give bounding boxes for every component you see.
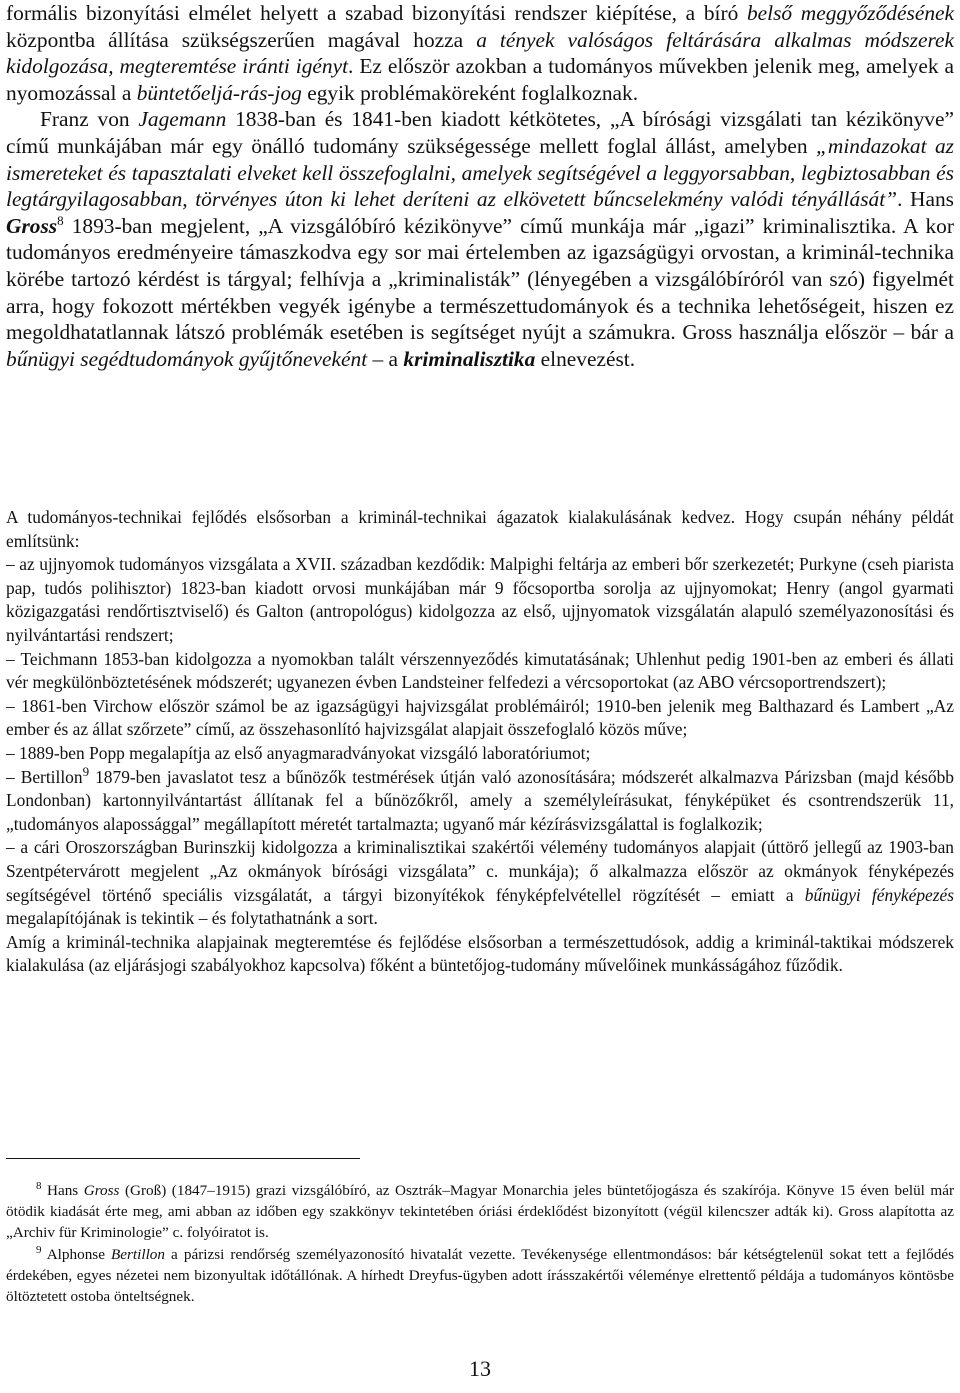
text-run: – a cári Oroszországban Burinszkij kidolgozza a kriminalisztikai szakértői vélemény tudományos alapjait (úttörő jellegű az 1903-ban Szentpétervárott megjelent „Az okmányok bírósági vizsgálata” c. munkája); ő alkalmazza először az okmányok fényképezés segítségével történő speciális vizsgálatát, a tárgyi bizonyítékok fényképfelvétellel rögzítését – emiatt a [6, 837, 954, 905]
footnote-reference: 8 [57, 212, 64, 228]
italic-text: büntetőeljá-rás-jog [136, 80, 302, 105]
bold-italic-text: Gross [6, 213, 58, 238]
text-run: . Hans [897, 187, 954, 212]
footnote-8 [6, 1180, 954, 1244]
list-item [6, 742, 954, 766]
text-run: 1879-ben javaslatot tesz a bűnözők testmérések útján való azonosítására; módszerét alkalmazva Párizsban (majd később Londonban) kartonnyilvántartást állítanak fel a bűnözőkről, amely a személyleírásukat, fényképüket és csontrendszerük 11, „tudományos alapossággal” megállapított méretét tartalmazta; ugyanő már kézírásvizsgálattal is foglalkozik; [6, 766, 954, 834]
paragraph-intro [6, 0, 954, 372]
text-run: Hans [41, 1182, 84, 1199]
list-item [6, 763, 954, 837]
text-run: 1838-ban és 1841-ben kiadott kétkötetes, „A bírósági vizsgálati tan kézikönyve” című munkájában már egy önálló tudomány szükségessége mellett foglal állást, amelyben [6, 107, 954, 158]
footnote-number: 9 [36, 1243, 42, 1256]
italic-text: Bertillon [111, 1245, 165, 1263]
text-run: központba állítása szükségszerűen magával hozza [6, 27, 477, 52]
text-run: a párizsi rendőrség személyazonosító hivatalát vezette. Tevékenysége ellentmondásos: bár kétségtelenül sokat tett a fejlődés érdekében, egyes nézetei nem bizonyultak időtállónak. A hírhedt Dreyfus-ügyben adott írásszakértői véleménye elrettentő példája a tudományos köntösbe öltöztetett ostoba önteltségnek. [6, 1245, 954, 1306]
text-run: 1893-ban megjelent, „A vizsgálóbíró kézikönyve” című munkája már „igazi” kriminalisztika. A kor tudományos eredményeire támaszkodva egy sor mai értelemben az igazságügyi orvostan, a kriminál-technika körébe tartozó kérdést is tárgyal; felhívja a „kriminalisták” (lényegében a vizsgálóbíróról van szó) figyelmét arra, hogy fokozott mértékben vegyék igénybe a természettudományok és a technika lehetőségeit, hiszen ez megoldhatatlannak látszó problémák esetében is segítséget nyújt a számukra. Gross használja először – bár a [6, 213, 954, 345]
text-run: – 1889-ben Popp megalapítja az első anyagmaradványokat vizsgáló laboratóriumot; [6, 742, 591, 763]
italic-text: bűnügyi fényképezés [804, 884, 954, 905]
italic-text: a tények valóságos feltárására alkalmas módszerek kidolgozása, megteremtése iránti igényt [6, 27, 954, 79]
footnote-number: 8 [36, 1179, 42, 1192]
list-item [6, 553, 954, 647]
footnote-9 [6, 1244, 954, 1308]
small-text-section [6, 506, 954, 978]
text-run: egyik problémaköreként foglalkoznak. [301, 80, 639, 105]
text-run: – az ujjnyomok tudományos vizsgálata a XVII. században kezdődik: Malpighi feltárja az emberi bőr szerkezetét; Purkyne (cseh piarista pap, tudós polihisztor) 1823-ban kiadott orvosi munkájában már 9 főcsoportba sorolja az ujjnyomokat; Henry (angol gyarmati közigazgatási rendőrtisztviselő) és Galton (antropológus) kidolgozza az első, ujjnyomatok vizsgálatán alapuló személyazonosítási és nyilvántartási rendszert; [6, 554, 954, 645]
bold-italic-text: kriminalisztika [403, 346, 536, 371]
paragraph-jagemann-gross [6, 107, 954, 370]
page-number: 13 [469, 1356, 491, 1381]
small-text-intro: A tudományos-technikai fejlődés elsősorban a kriminál-technikai ágazatok kialakulásának kedvez. Hogy csupán néhány példát említsünk: [6, 507, 954, 551]
text-run: (Groß) (1847–1915) grazi vizsgálóbíró, az Osztrák–Magyar Monarchia jeles büntetőjogásza és szakírója. Könyve 15 éven belül már ötödik kiadását érte meg, ami abban az időben egy szakkönyv tekintetében óriási érdeklődést bizonyított (végül kilencszer adták ki). Gross alapította az „Archiv für Kriminologie” c. folyóiratot is. [6, 1182, 955, 1242]
text-run: . Ez először azokban a tudományos művekben jelenik meg, amelyek a nyomozással a [6, 54, 955, 105]
text-run: megalapítójának is tekintik – és folytathatnánk a sort. [6, 908, 378, 929]
text-run: elnevezést. [535, 346, 636, 371]
small-text-closing: Amíg a kriminál-technika alapjainak megteremtése és fejlődése elsősorban a természettudósok, addig a kriminál-taktikai módszerek kialakulása (az eljárásjogi szabályokhoz kapcsolva) főként a büntetőjog-tudomány művelőinek munkásságához fűződik. [6, 931, 954, 976]
text-run: Franz von [40, 107, 139, 132]
italic-text: Jagemann [138, 107, 227, 132]
footnotes [6, 1180, 954, 1307]
list-item [6, 695, 954, 742]
text-run: – Teichmann 1853-ban kidolgozza a nyomokban talált vérszennyeződés kimutatásának; Uhlenhut pedig 1901-ben az emberi és állati vér megkülönböztetésének módszerét; ugyanezen évben Landsteiner felfedezi a vércsoportokat (az ABO vércsoportrendszert); [6, 648, 954, 693]
footnote-separator [6, 1158, 360, 1159]
text-run: – Bertillon [6, 766, 83, 787]
italic-text: belső meggyőződésének [746, 1, 955, 25]
list-item [6, 648, 954, 695]
list-item [6, 836, 954, 930]
text-run: Alphonse [41, 1245, 111, 1263]
footnote-reference: 9 [82, 763, 90, 779]
italic-text: Gross [83, 1182, 120, 1199]
italic-text: „mindazokat az ismereteket és tapasztalati elveket kell összefoglalni, amelyek segítségével a leggyorsabban, legbiztosabban és legtárgyilagosabban, törvényes úton ki lehet deríteni az elkövetett bűncselekmény valódi tényállását” [6, 133, 954, 212]
text-run: – a [367, 346, 404, 371]
examples-list [6, 553, 954, 931]
text-run: formális bizonyítási elmélet helyett a szabad bizonyítási rendszer kiépítése, a bíró [6, 1, 747, 25]
paragraph-intro-runs [6, 1, 954, 105]
italic-text: bűnügyi segédtudományok gyűjtőneveként [6, 346, 368, 371]
text-run: – 1861-ben Virchow először számol be az igazságügyi hajvizsgálat problémáiról; 1910-ben jelenik meg Balthazard és Lambert „Az ember és az állat szőrzete” című, az összehasonlító hajvizsgálat alapjait összefoglaló közös műve; [6, 695, 954, 740]
